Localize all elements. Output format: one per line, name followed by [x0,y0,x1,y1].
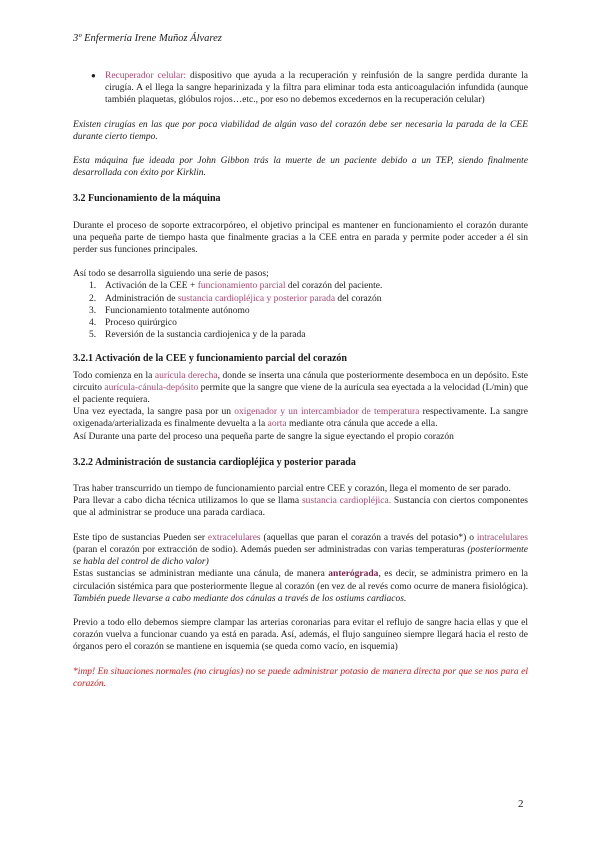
steps-list [73,280,528,341]
paragraph-intro: Así todo se desarrolla siguiendo una serie de pasos; [73,269,269,280]
note-paragraph-2: Esta máquina fue ideada por John Gibbon trás la muerte de un paciente debido a un TEP, siendo finalmente desarrollada con éxito por Kirklin. [73,156,528,179]
paragraph: Previo a todo ello debemos siempre clampar las arterias coronarias para evitar el reflujo de sangre hacia ellas y que el corazón vuelva a funcionar cuando ya está en parada. Así, además, el flujo sanguíneo siempre llegará hacia el resto de órganos pero el corazón se mantiene en isquemia (se queda como vacío, en isquemia) [73,617,528,653]
bullet-item [91,70,528,107]
bullet-text: Recuperador celular: dispositivo que ayuda a la recuperación y reinfusión de la sangre perdida durante la cirugía. A el llega la sangre heparinizada y la filtra para eliminar toda esta anticoagulación infundida (aunque también plaquetas, glóbulos rojos…etc., por eso no debemos excedernos en la recuperación celular) [105,71,528,106]
paragraph: Una vez eyectada, la sangre pasa por un oxigenador y un intercambiador de temperatura respectivamente. La sangre oxigenada/arterializada es finalmente devuelta a la aorta mediante otra cánula que accede a ella. [73,407,528,430]
paragraph: Tras haber transcurrido un tiempo de funcionamiento parcial entre CEE y corazón, llega el momento de ser parado. [73,484,511,495]
important-note: *imp! En situaciones normales (no cirugías) no se puede administrar potasio de manera directa por que se nos para el corazón. [73,666,528,689]
section-heading-3-2-1: 3.2.1 Activación de la CEE y funcionamiento parcial del corazón [73,353,347,365]
paragraph: Todo comienza en la aurícula derecha, donde se inserta una cánula que posteriormente desemboca en un depósito. Este circuito aurícula-cánula-depósito permite que la sangre que viene de la aurícula sea eyectada a la velocidad (L/min) que el paciente requiera. [73,370,529,406]
paragraph: Así Durante una parte del proceso una pequeña parte de sangre la sigue eyectando el propio corazón [73,431,454,442]
list-item: 4. Proceso quirúrgico [89,318,177,329]
list-item: 3. Funcionamiento totalmente autónomo [89,305,250,316]
section-heading-3-2: 3.2 Funcionamiento de la máquina [73,193,221,205]
list-item: 2. Administración de sustancia cardiopléjica y posterior parada del corazón [89,293,382,304]
paragraph: Durante el proceso de soporte extracorpóreo, el objetivo principal es mantener en funcionamiento el corazón durante una pequeña parte de tiempo hasta que finalmente gracias a la CEE entra en parada y permite poder acceder a él sin perder sus funciones principales. [73,220,528,256]
paragraph: Este tipo de sustancias Pueden ser extracelulares (aquellas que paran el corazón a través del potasio*) o intracelulares (paran el corazón por extracción de sodio). Además pueden ser administradas con varias temperaturas (posteriormente se habla del control de dicho valor) [73,532,528,568]
paragraph: Para llevar a cabo dicha técnica utilizamos lo que se llama sustancia cardiopléjica. Sustancia con ciertos componentes que al administrar se produce una parada cardiaca. [73,496,528,519]
note-paragraph-1: Existen cirugías en las que por poca viabilidad de algún vaso del corazón debe ser necesaria la parada de la CEE durante cierto tiempo. [73,119,528,142]
section-heading-3-2-2: 3.2.2 Administración de sustancia cardiopléjica y posterior parada [73,456,356,468]
paragraph: Estas sustancias se administran mediante una cánula, de manera anterógrada, es decir, se administra primero en la circulación sistémica para que posteriormente llegue al corazón (en vez de al revés como ocurre de manera fisiológica). También puede llevarse a cabo mediante dos cánulas a través de los ostiums cardiacos. [73,569,528,604]
list-item: 1. Activación de la CEE + funcionamiento parcial del corazón del paciente. [89,281,383,292]
page-content [73,70,528,690]
page-header: 3º Enfermería Irene Muñoz Álvarez [73,33,222,44]
page-number: 2 [518,798,524,810]
bullet-icon: ● [91,71,96,80]
list-item: 5. Reversión de la sustancia cardiojenica y de la parada [89,330,306,341]
